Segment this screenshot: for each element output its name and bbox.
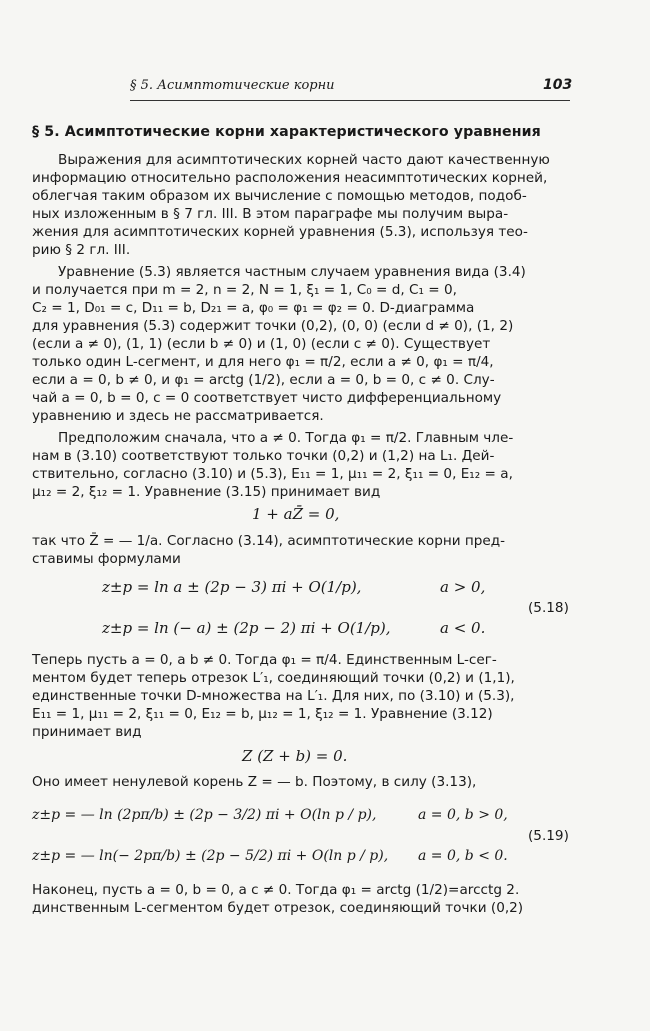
text-line: μ₁₂ = 2, ξ₁₂ = 1. Уравнение (3.15) принимает вид [32, 484, 381, 500]
equation-5-19-b: z±p = — ln(− 2pπ/b) ± (2p − 5/2) πi + O(ln p / p), [32, 848, 389, 864]
equation-5-19-a-condition: a = 0, b > 0, [418, 807, 508, 823]
text-line: E₁₁ = 1, μ₁₁ = 2, ξ₁₁ = 0, E₁₂ = b, μ₁₂ = 1, ξ₁₂ = 1. Уравнение (3.12) [32, 706, 493, 722]
text-line: нам в (3.10) соответствуют только точки (0,2) и (1,2) на L₁. Дей- [32, 448, 495, 464]
text-line: для уравнения (5.3) содержит точки (0,2), (0, 0) (если d ≠ 0), (1, 2) [32, 318, 514, 334]
page-number: 103 [543, 77, 573, 93]
text-line: Наконец, пусть a = 0, b = 0, а c ≠ 0. Тогда φ₁ = arctg (1/2)=arcctg 2. [32, 882, 520, 898]
text-line: если a = 0, b ≠ 0, и φ₁ = arctg (1/2), если a = 0, b = 0, c ≠ 0. Слу- [32, 372, 495, 388]
text-line: рию § 2 гл. III. [32, 242, 131, 258]
text-line: принимает вид [32, 724, 142, 740]
text-line: уравнению и здесь не рассматривается. [32, 408, 324, 424]
equation-5-18-b-condition: a < 0. [440, 619, 486, 637]
text-line: ставимы формулами [32, 551, 181, 567]
text-line: Предположим сначала, что a ≠ 0. Тогда φ₁ = π/2. Главным чле- [58, 430, 514, 446]
text-line: Выражения для асимптотических корней часто дают качественную [58, 152, 550, 168]
text-line: жения для асимптотических корней уравнения (5.3), используя тео- [32, 224, 528, 240]
text-line: так что Z̄ = — 1/a. Согласно (3.14), асимптотические корни пред- [32, 533, 506, 549]
equation-5-18-b: z±p = ln (− a) ± (2p − 2) πi + O(1/p), [102, 619, 391, 637]
text-line: Оно имеет ненулевой корень Z = — b. Поэтому, в силу (3.13), [32, 774, 477, 790]
text-line: только один L-сегмент, и для него φ₁ = π/2, если a ≠ 0, φ₁ = π/4, [32, 354, 494, 370]
text-line: динственным L-сегментом будет отрезок, соединяющий точки (0,2) [32, 900, 524, 916]
text-line: C₂ = 1, D₀₁ = c, D₁₁ = b, D₂₁ = a, φ₀ = φ₁ = φ₂ = 0. D-диаграмма [32, 300, 475, 316]
text-line: единственные точки D-множества на L′₁. Для них, по (3.10) и (5.3), [32, 688, 515, 704]
text-line: ных изложенным в § 7 гл. III. В этом параграфе мы получим выра- [32, 206, 509, 222]
text-line: и получается при m = 2, n = 2, N = 1, ξ₁ = 1, C₀ = d, C₁ = 0, [32, 282, 457, 298]
text-line: Уравнение (5.3) является частным случаем уравнения вида (3.4) [58, 264, 526, 280]
header-rule [130, 100, 570, 101]
equation-5-18-a-condition: a > 0, [440, 578, 486, 596]
equation-5-19-b-condition: a = 0, b < 0. [418, 848, 508, 864]
equation-3-15: 1 + aZ̄ = 0, [252, 505, 340, 523]
text-line: информацию относительно расположения неасимптотических корней, [32, 170, 548, 186]
equation-5-19-a: z±p = — ln (2pπ/b) ± (2p − 3/2) πi + O(ln p / p), [32, 807, 377, 823]
text-line: чай a = 0, b = 0, c = 0 соответствует чисто дифференциальному [32, 390, 502, 406]
text-line: ментом будет теперь отрезок L′₁, соединяющий точки (0,2) и (1,1), [32, 670, 515, 686]
equation-number-5-18: (5.18) [528, 600, 569, 616]
equation-number-5-19: (5.19) [528, 828, 569, 844]
text-line: ствительно, согласно (3.10) и (5.3), E₁₁ = 1, μ₁₁ = 2, ξ₁₁ = 0, E₁₂ = a, [32, 466, 513, 482]
text-line: облегчая таким образом их вычисление с помощью методов, подоб- [32, 188, 527, 204]
running-head: § 5. Асимптотические корни [130, 78, 335, 93]
text-line: (если a ≠ 0), (1, 1) (если b ≠ 0) и (1, 0) (если c ≠ 0). Существует [32, 336, 491, 352]
equation-3-12: Z (Z + b) = 0. [242, 747, 348, 765]
section-title: § 5. Асимптотические корни характеристического уравнения [32, 124, 541, 140]
equation-5-18-a: z±p = ln a ± (2p − 3) πi + O(1/p), [102, 578, 362, 596]
text-line: Теперь пусть a = 0, а b ≠ 0. Тогда φ₁ = π/4. Единственным L-сег- [32, 652, 497, 668]
